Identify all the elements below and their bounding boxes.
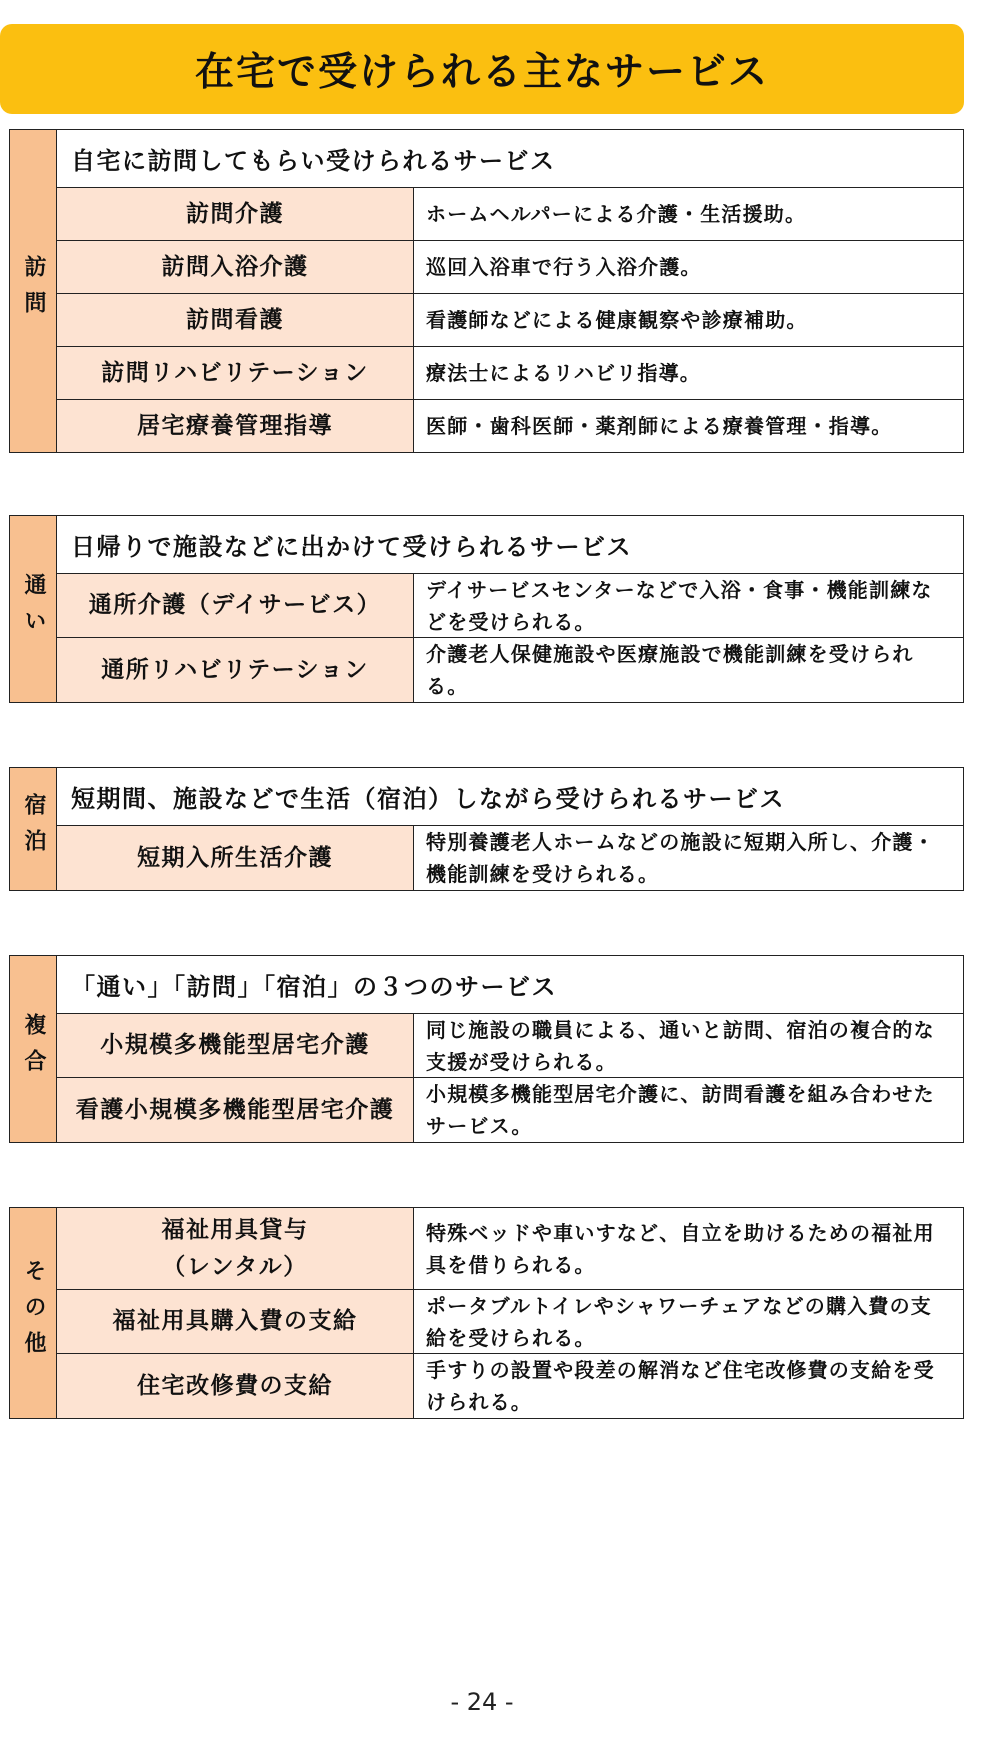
service-name: 通所介護（デイサービス） [57,574,414,638]
service-name: 訪問介護 [57,188,414,241]
service-name: 短期入所生活介護 [57,826,414,890]
service-description: 手すりの設置や段差の解消など住宅改修費の支給を受けられる。 [426,1358,935,1414]
service-name: 福祉用具貸与 （レンタル） [57,1208,414,1290]
service-name: 小規模多機能型居宅介護 [57,1014,414,1078]
section-stay [9,767,964,891]
service-name: 福祉用具購入費の支給 [57,1290,414,1354]
service-description: ポータブルトイレやシャワーチェアなどの購入費の支給を受けられる。 [414,1290,963,1354]
section-heading: 短期間、施設などで生活（宿泊）しながら受けられるサービス [57,768,963,826]
service-description: ホームヘルパーによる介護・生活援助。 [414,188,963,241]
service-description: 療法士によるリハビリ指導。 [414,347,963,400]
service-description: 同じ施設の職員による、通いと訪問、宿泊の複合的な支援が受けられる。 [414,1014,963,1078]
service-description: 看護師などによる健康観察や診療補助。 [414,294,963,347]
section-heading: 日帰りで施設などに出かけて受けられるサービス [57,516,963,574]
service-name: 住宅改修費の支給 [57,1354,414,1418]
service-name: 訪問看護 [57,294,414,347]
section-other [9,1207,964,1419]
category-label: 通い [10,516,57,702]
service-description: デイサービスセンターなどで入浴・食事・機能訓練などを受けられる。 [414,574,963,638]
service-description: 介護老人保健施設や医療施設で機能訓練を受けられる。 [426,642,914,698]
section-daycare [9,515,964,703]
service-description: 医師・歯科医師・薬剤師による療養管理・指導。 [426,414,893,438]
category-label: 宿泊 [10,768,57,890]
service-description: 特別養護老人ホームなどの施設に短期入所し、介護・機能訓練を受けられる。 [426,830,935,886]
page-number: - 24 - [450,1688,514,1716]
service-name: 通所リハビリテーション [57,638,414,702]
section-combined [9,955,964,1143]
service-description: 小規模多機能型居宅介護に、訪問看護を組み合わせたサービス。 [426,1082,935,1138]
category-label: その他 [10,1208,57,1418]
page-title: 在宅で受けられる主なサービス [0,24,964,114]
category-label: 複合 [10,956,57,1142]
section-heading: 「通い」「訪問」「宿泊」の３つのサービス [57,956,963,1014]
service-name: 看護小規模多機能型居宅介護 [57,1078,414,1142]
service-name: 居宅療養管理指導 [57,400,414,452]
service-description: 巡回入浴車で行う入浴介護。 [414,241,963,294]
section-heading: 自宅に訪問してもらい受けられるサービス [57,130,963,188]
section-visit [9,129,964,453]
service-description: 特殊ベッドや車いすなど、自立を助けるための福祉用具を借りられる。 [414,1208,963,1290]
service-name: 訪問リハビリテーション [57,347,414,400]
service-name: 訪問入浴介護 [57,241,414,294]
category-label: 訪問 [10,130,57,452]
